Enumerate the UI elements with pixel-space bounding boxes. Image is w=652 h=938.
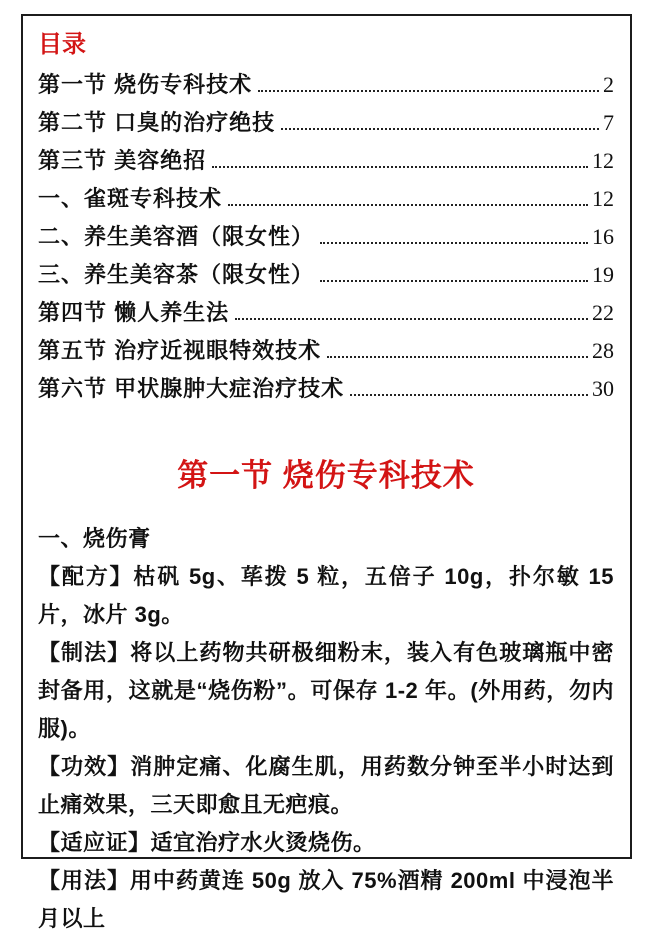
toc-entry: [38, 104, 614, 142]
body-paragraph: 【配方】枯矾 5g、荜拨 5 粒，五倍子 10g，扑尔敏 15 片，冰片 3g。: [38, 564, 614, 627]
toc-dot-leader: [228, 204, 588, 206]
toc-entry-label: 二、养生美容酒（限女性）: [38, 224, 315, 249]
section-heading: 第一节 烧伤专科技术: [177, 458, 475, 493]
toc-dot-leader: [212, 166, 588, 168]
toc-entry-label: 第一节 烧伤专科技术: [38, 72, 253, 97]
body-paragraph: 一、烧伤膏: [38, 526, 151, 551]
toc-dot-leader: [235, 318, 588, 320]
toc-dot-leader: [320, 242, 588, 244]
body-paragraph: 【制法】将以上药物共研极细粉末，装入有色玻璃瓶中密封备用，这就是“烧伤粉”。可保存 1-2 年。(外用药，勿内服)。: [38, 640, 614, 741]
toc-entry-page-number: 12: [592, 186, 614, 211]
toc-entry-label: 第五节 治疗近视眼特效技术: [38, 338, 322, 363]
toc-entry-page-number: 28: [592, 338, 614, 363]
toc-entry-page-number: 16: [592, 224, 614, 249]
toc-entry-page-number: 30: [592, 376, 614, 401]
toc-dot-leader: [350, 394, 588, 396]
toc-entry-label: 第三节 美容绝招: [38, 148, 207, 173]
toc-entry-label: 一、雀斑专科技术: [38, 186, 223, 211]
toc-entry: [38, 256, 614, 294]
toc-entry: [38, 218, 614, 256]
body-paragraph: 【适应证】适宜治疗水火烫烧伤。: [38, 830, 376, 855]
body-paragraph: 【用法】用中药黄连 50g 放入 75%酒精 200ml 中浸泡半月以上: [38, 868, 614, 931]
body-paragraph: 【功效】消肿定痛、化腐生肌，用药数分钟至半小时达到止痛效果，三天即愈且无疤痕。: [38, 754, 614, 817]
toc-entry-label: 三、养生美容茶（限女性）: [38, 262, 315, 287]
toc-title: 目录: [38, 31, 86, 58]
toc-entry-page-number: 22: [592, 300, 614, 325]
toc-dot-leader: [320, 280, 588, 282]
toc-entry: [38, 294, 614, 332]
toc-list: [38, 66, 614, 408]
toc-dot-leader: [327, 356, 588, 358]
toc-entry: [38, 332, 614, 370]
toc-entry-label: 第二节 口臭的治疗绝技: [38, 110, 276, 135]
toc-entry: [38, 180, 614, 218]
toc-entry-label: 第四节 懒人养生法: [38, 300, 230, 325]
toc-dot-leader: [258, 90, 599, 92]
section-body: [38, 520, 614, 938]
toc-entry-label: 第六节 甲状腺肿大症治疗技术: [38, 376, 345, 401]
toc-entry-page-number: 19: [592, 262, 614, 287]
toc-entry: [38, 66, 614, 104]
toc-entry-page-number: 12: [592, 148, 614, 173]
toc-entry-page-number: 2: [603, 72, 614, 97]
page-border-frame: [21, 14, 632, 931]
toc-entry-page-number: 7: [603, 110, 614, 135]
toc-entry: [38, 370, 614, 408]
toc-entry: [38, 142, 614, 180]
toc-dot-leader: [281, 128, 599, 130]
